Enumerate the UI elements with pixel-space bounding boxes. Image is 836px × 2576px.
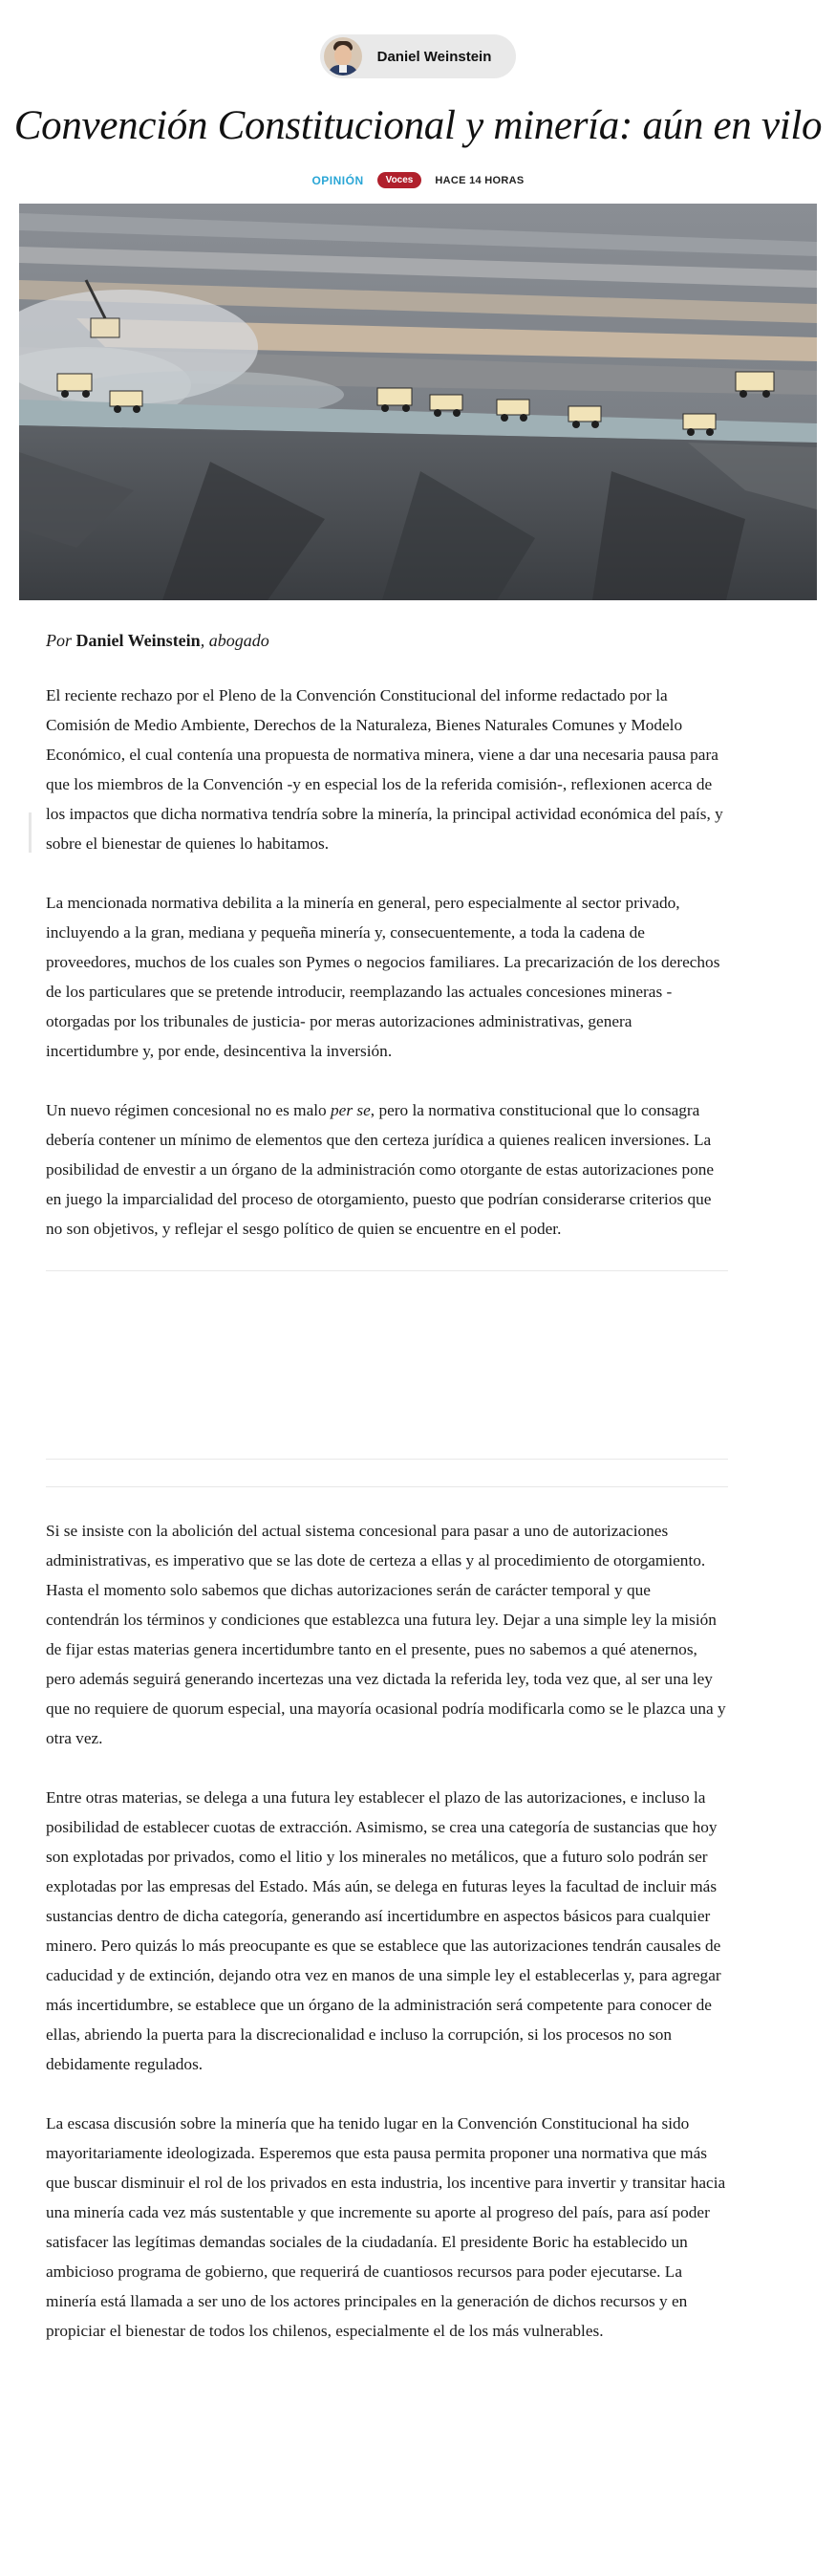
paragraph: La mencionada normativa debilita a la minería en general, pero especialmente al sector privado, incluyendo a la gran, mediana y pequeña minería y, consecuentemente, a toda la cadena de proveedores, muchos de los cuales son Pymes o negocios familiares. La precarización de los derechos de los particulares que se pretende introducir, reemplazando las actuales concesiones mineras -otorgadas por los tribunales de justicia- por meras autorizaciones administrativas, genera incertidumbre y, por ende, desincentiva la inversión. xyxy=(46,894,720,1060)
mine-photo xyxy=(19,204,817,600)
byline: Por Daniel Weinstein, abogado xyxy=(46,631,269,650)
hero-image xyxy=(19,204,817,600)
paragraph: Un nuevo régimen concesional no es malo per se, pero la normativa constitucional que lo consagra debería contener un mínimo de elementos que den certeza jurídica a quienes realicen inversiones. La posibilidad de envestir a un órgano de la administración como otorgante de estas autorizaciones pone en juego la imparcialidad del proceso de otorgamiento, puesto que podrían considerarse criterios que no son objetivos, y reflejar el sesgo político de quien se encuentre en el poder. xyxy=(46,1101,715,1238)
byline-author[interactable]: Daniel Weinstein xyxy=(75,631,201,650)
author-pill[interactable] xyxy=(320,34,517,78)
author-name: Daniel Weinstein xyxy=(376,48,492,65)
paragraph: El reciente rechazo por el Pleno de la Convención Constitucional del informe redactado por la Comisión de Medio Ambiente, Derechos de la Naturaleza, Bienes Naturales Comunes y Modelo Económico, el cual contenía una propuesta de normativa minera, viene a dar una necesaria pausa para que los miembros de la Convención -y en especial los de la referida comisión-, reflexionen acerca de los impactos que dicha normativa tendría sobre la minería, la principal actividad económica del país, y sobre el bienestar de quienes lo habitamos. xyxy=(46,686,723,853)
tag-badge[interactable]: Voces xyxy=(377,172,422,188)
article-body xyxy=(46,629,728,2346)
ad-divider xyxy=(46,1460,728,1487)
paragraph: La escasa discusión sobre la minería que ha tenido lugar en la Convención Constitucional ha sido mayoritariamente ideologizada. Esperemos que esta pausa permita proponer una normativa que más que buscar disminuir el rol de los privados en esta industria, los incentive para invertir y transitar hacia una minería cada vez más sustentable y que incremente su aporte al progreso del país, para así poder satisfacer las legítimas demandas sociales de la ciudadanía. El presidente Boric ha establecido un ambicioso programa de gobierno, que requerirá de cuantiosos recursos para poder ejecutarse. La minería está llamada a ser uno de los actores principales en la generación de dichos recursos y en propiciar el bienestar de todos los chilenos, especialmente el de los más vulnerables. xyxy=(46,2114,726,2340)
timestamp: HACE 14 HORAS xyxy=(435,174,525,186)
side-scroll-marker xyxy=(29,812,32,853)
author-avatar xyxy=(324,37,362,76)
author-pill-wrap xyxy=(0,0,836,78)
paragraph: Entre otras materias, se delega a una futura ley establecer el plazo de las autorizaciones, e incluso la posibilidad de establecer cuotas de extracción. Asimismo, se crea una categoría de sustancias que hoy son explotadas por privados, como el litio y los minerales no metálicos, que a futuro solo podrán ser explotadas por las empresas del Estado. Más aún, se delega en futuras leyes la facultad de incluir más sustancias dentro de dicha categoría, generando así incertidumbre en aspectos básicos para cualquier minero. Pero quizás lo más preocupante es que se establece que las autorizaciones tendrán causales de caducidad y de extinción, dejando otra vez en manos de una simple ley el establecerlas y, para agregar más incertidumbre, se establece que un órgano de la administración será competente para conocer de ellas, abriendo la puerta para la discrecionalidad e incluso la corrupción, si los procesos no son debidamente regulados. xyxy=(46,1788,721,2073)
article-meta xyxy=(0,172,836,188)
section-link[interactable]: OPINIÓN xyxy=(311,173,364,187)
ad-slot xyxy=(46,1270,728,1460)
paragraph: Si se insiste con la abolición del actual sistema concesional para pasar a uno de autorizaciones administrativas, es imperativo que se las dote de certeza a ellas y al procedimiento de otorgamiento. Hasta el momento solo sabemos que dichas autorizaciones serán de carácter temporal y que contendrán los términos y condiciones que establezca una futura ley. Dejar a una simple ley la misión de fijar estas materias genera incertidumbre tanto en el presente, pues no sabemos a qué atenernos, pero además seguirá generando incertezas una vez dictada la referida ley, toda vez que, al ser una ley que no requiere de quorum especial, una mayoría ocasional podría modificarla como se le plazca una y otra vez. xyxy=(46,1522,726,1747)
article-title: Convención Constitucional y minería: aún en vilo xyxy=(13,103,823,148)
